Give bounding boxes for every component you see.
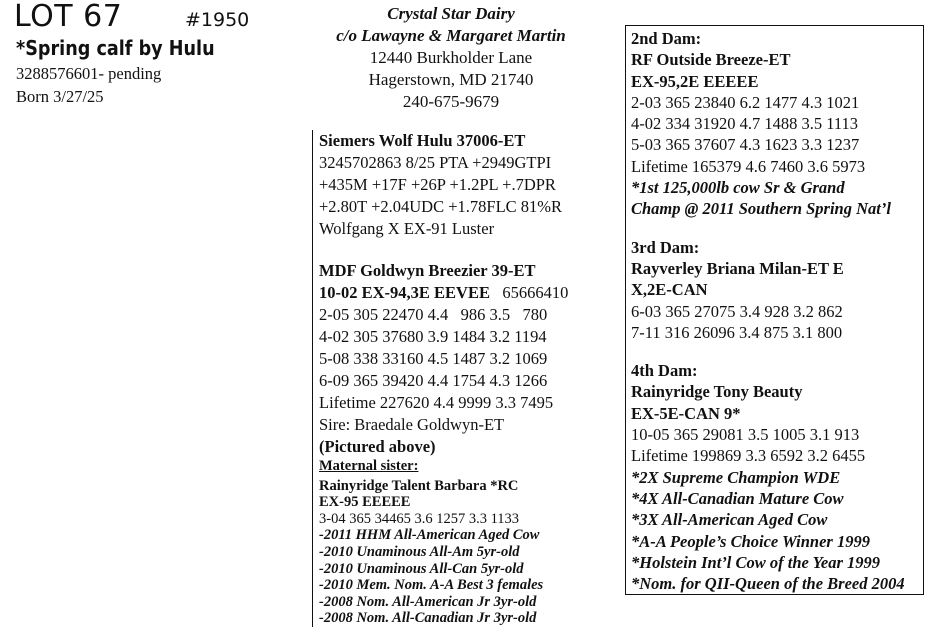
sister-award: -2008 Nom. All-Canadian Jr 3yr-old <box>319 610 537 627</box>
third-dam-label: 3rd Dam: <box>631 237 700 257</box>
sire-line: Wolfgang X EX-91 Luster <box>319 219 495 238</box>
pictured-note: (Pictured above) <box>319 437 436 456</box>
owner-care-of: c/o Lawayne & Margaret Martin <box>336 26 566 45</box>
sire-line: +435M +17F +26P +1.2PL +.7DPR <box>319 175 556 194</box>
sire-line: 3245702863 8/25 PTA +2949GTPI <box>319 153 552 172</box>
sire-name: Siemers Wolf Hulu 37006-ET <box>319 131 526 150</box>
second-dam-record: 2-03 365 23840 6.2 1477 4.3 1021 <box>631 92 860 112</box>
second-dam-lifetime: Lifetime 165379 4.6 7460 3.6 5973 <box>631 156 866 176</box>
dam-record: 5-08 338 33160 4.5 1487 3.2 1069 <box>319 349 548 368</box>
lot-subtitle: *Spring calf by Hulu <box>16 36 215 60</box>
dam-classification-row <box>313 282 613 304</box>
sister-award: -2011 HHM All-American Aged Cow <box>319 527 540 544</box>
sister-award: -2010 Unaminous All-Can 5yr-old <box>319 560 524 577</box>
second-dam-label: 2nd Dam: <box>631 29 702 48</box>
sister-classification: EX-95 EEEEE <box>319 494 411 511</box>
dam-record: 6-09 365 39420 4.4 1754 4.3 1266 <box>319 371 548 390</box>
maternal-sister-label: Maternal sister: <box>319 458 419 474</box>
owner-city: Hagerstown, MD 21740 <box>368 70 534 89</box>
sister-name: Rainyridge Talent Barbara *RC <box>319 477 519 494</box>
dam-classification-number: 65666410 <box>502 283 569 302</box>
dam-classification: 10-02 EX-94,3E EEVEE <box>319 283 490 302</box>
dam-record: 2-05 305 22470 4.4 986 3.5 780 <box>319 305 548 324</box>
farm-name: Crystal Star Dairy <box>387 4 515 23</box>
fourth-dam-note: *2X Supreme Champion WDE <box>631 467 841 487</box>
second-dam-record: 4-02 334 31920 4.7 1488 3.5 1113 <box>631 114 859 134</box>
dam-sire: Sire: Braedale Goldwyn-ET <box>319 415 505 434</box>
fourth-dam-lifetime: Lifetime 199869 3.3 6592 3.2 6455 <box>631 446 866 466</box>
third-dam-record: 6-03 365 27075 3.4 928 3.2 862 <box>631 301 843 321</box>
sister-record: 3-04 365 34465 3.6 1257 3.3 1133 <box>319 510 520 527</box>
dam-lifetime: Lifetime 227620 4.4 9999 3.3 7495 <box>319 393 554 412</box>
lot-id: #1950 <box>185 9 250 31</box>
dam-name: MDF Goldwyn Breezier 39-ET <box>319 261 536 280</box>
lot-title: LOT 67 <box>14 0 123 34</box>
owner-street: 12440 Burkholder Lane <box>369 48 533 67</box>
second-dam-classification: EX-95,2E EEEEE <box>631 71 759 91</box>
fourth-dam-note: *4X All-Canadian Mature Cow <box>631 488 844 508</box>
second-dam-note: *1st 125,000lb cow Sr & Grand <box>631 178 845 198</box>
second-dam-record: 5-03 365 37607 4.3 1623 3.3 1237 <box>631 135 860 155</box>
fourth-dam-note: *Nom. for QII-Queen of the Breed 2004 <box>631 574 905 594</box>
fourth-dam-name: Rainyridge Tony Beauty <box>631 382 803 402</box>
registration-number: 3288576601- pending <box>16 64 162 83</box>
sister-award: -2010 Unaminous All-Am 5yr-old <box>319 543 520 560</box>
owner-block <box>315 3 587 113</box>
fourth-dam-record: 10-05 365 29081 3.5 1005 3.1 913 <box>631 425 860 445</box>
ancestor-dams-box <box>625 25 924 595</box>
sister-award: -2008 Nom. All-American Jr 3yr-old <box>319 593 537 610</box>
sister-award: -2010 Mem. Nom. A-A Best 3 females <box>319 577 544 594</box>
birth-date: Born 3/27/25 <box>16 87 104 106</box>
fourth-dam-note: *A-A People’s Choice Winner 1999 <box>631 531 870 551</box>
fourth-dam-classification: EX-5E-CAN 9* <box>631 403 741 423</box>
third-dam-classification: X,2E-CAN <box>631 280 708 300</box>
dam-record: 4-02 305 37680 3.9 1484 3.2 1194 <box>319 327 547 346</box>
sire-line: +2.80T +2.04UDC +1.78FLC 81%R <box>319 197 563 216</box>
fourth-dam-note: *3X All-American Aged Cow <box>631 510 828 530</box>
second-dam-name: RF Outside Breeze-ET <box>631 50 791 70</box>
third-dam-name: Rayverley Briana Milan-ET E <box>631 258 844 278</box>
fourth-dam-note: *Holstein Int’l Cow of the Year 1999 <box>631 552 881 572</box>
owner-phone: 240-675-9679 <box>402 92 500 111</box>
pedigree-middle-column <box>312 130 613 627</box>
third-dam-record: 7-11 316 26096 3.4 875 3.1 800 <box>631 322 843 342</box>
second-dam-note: Champ @ 2011 Southern Spring Nat’l <box>631 199 891 219</box>
fourth-dam-label: 4th Dam: <box>631 361 698 381</box>
